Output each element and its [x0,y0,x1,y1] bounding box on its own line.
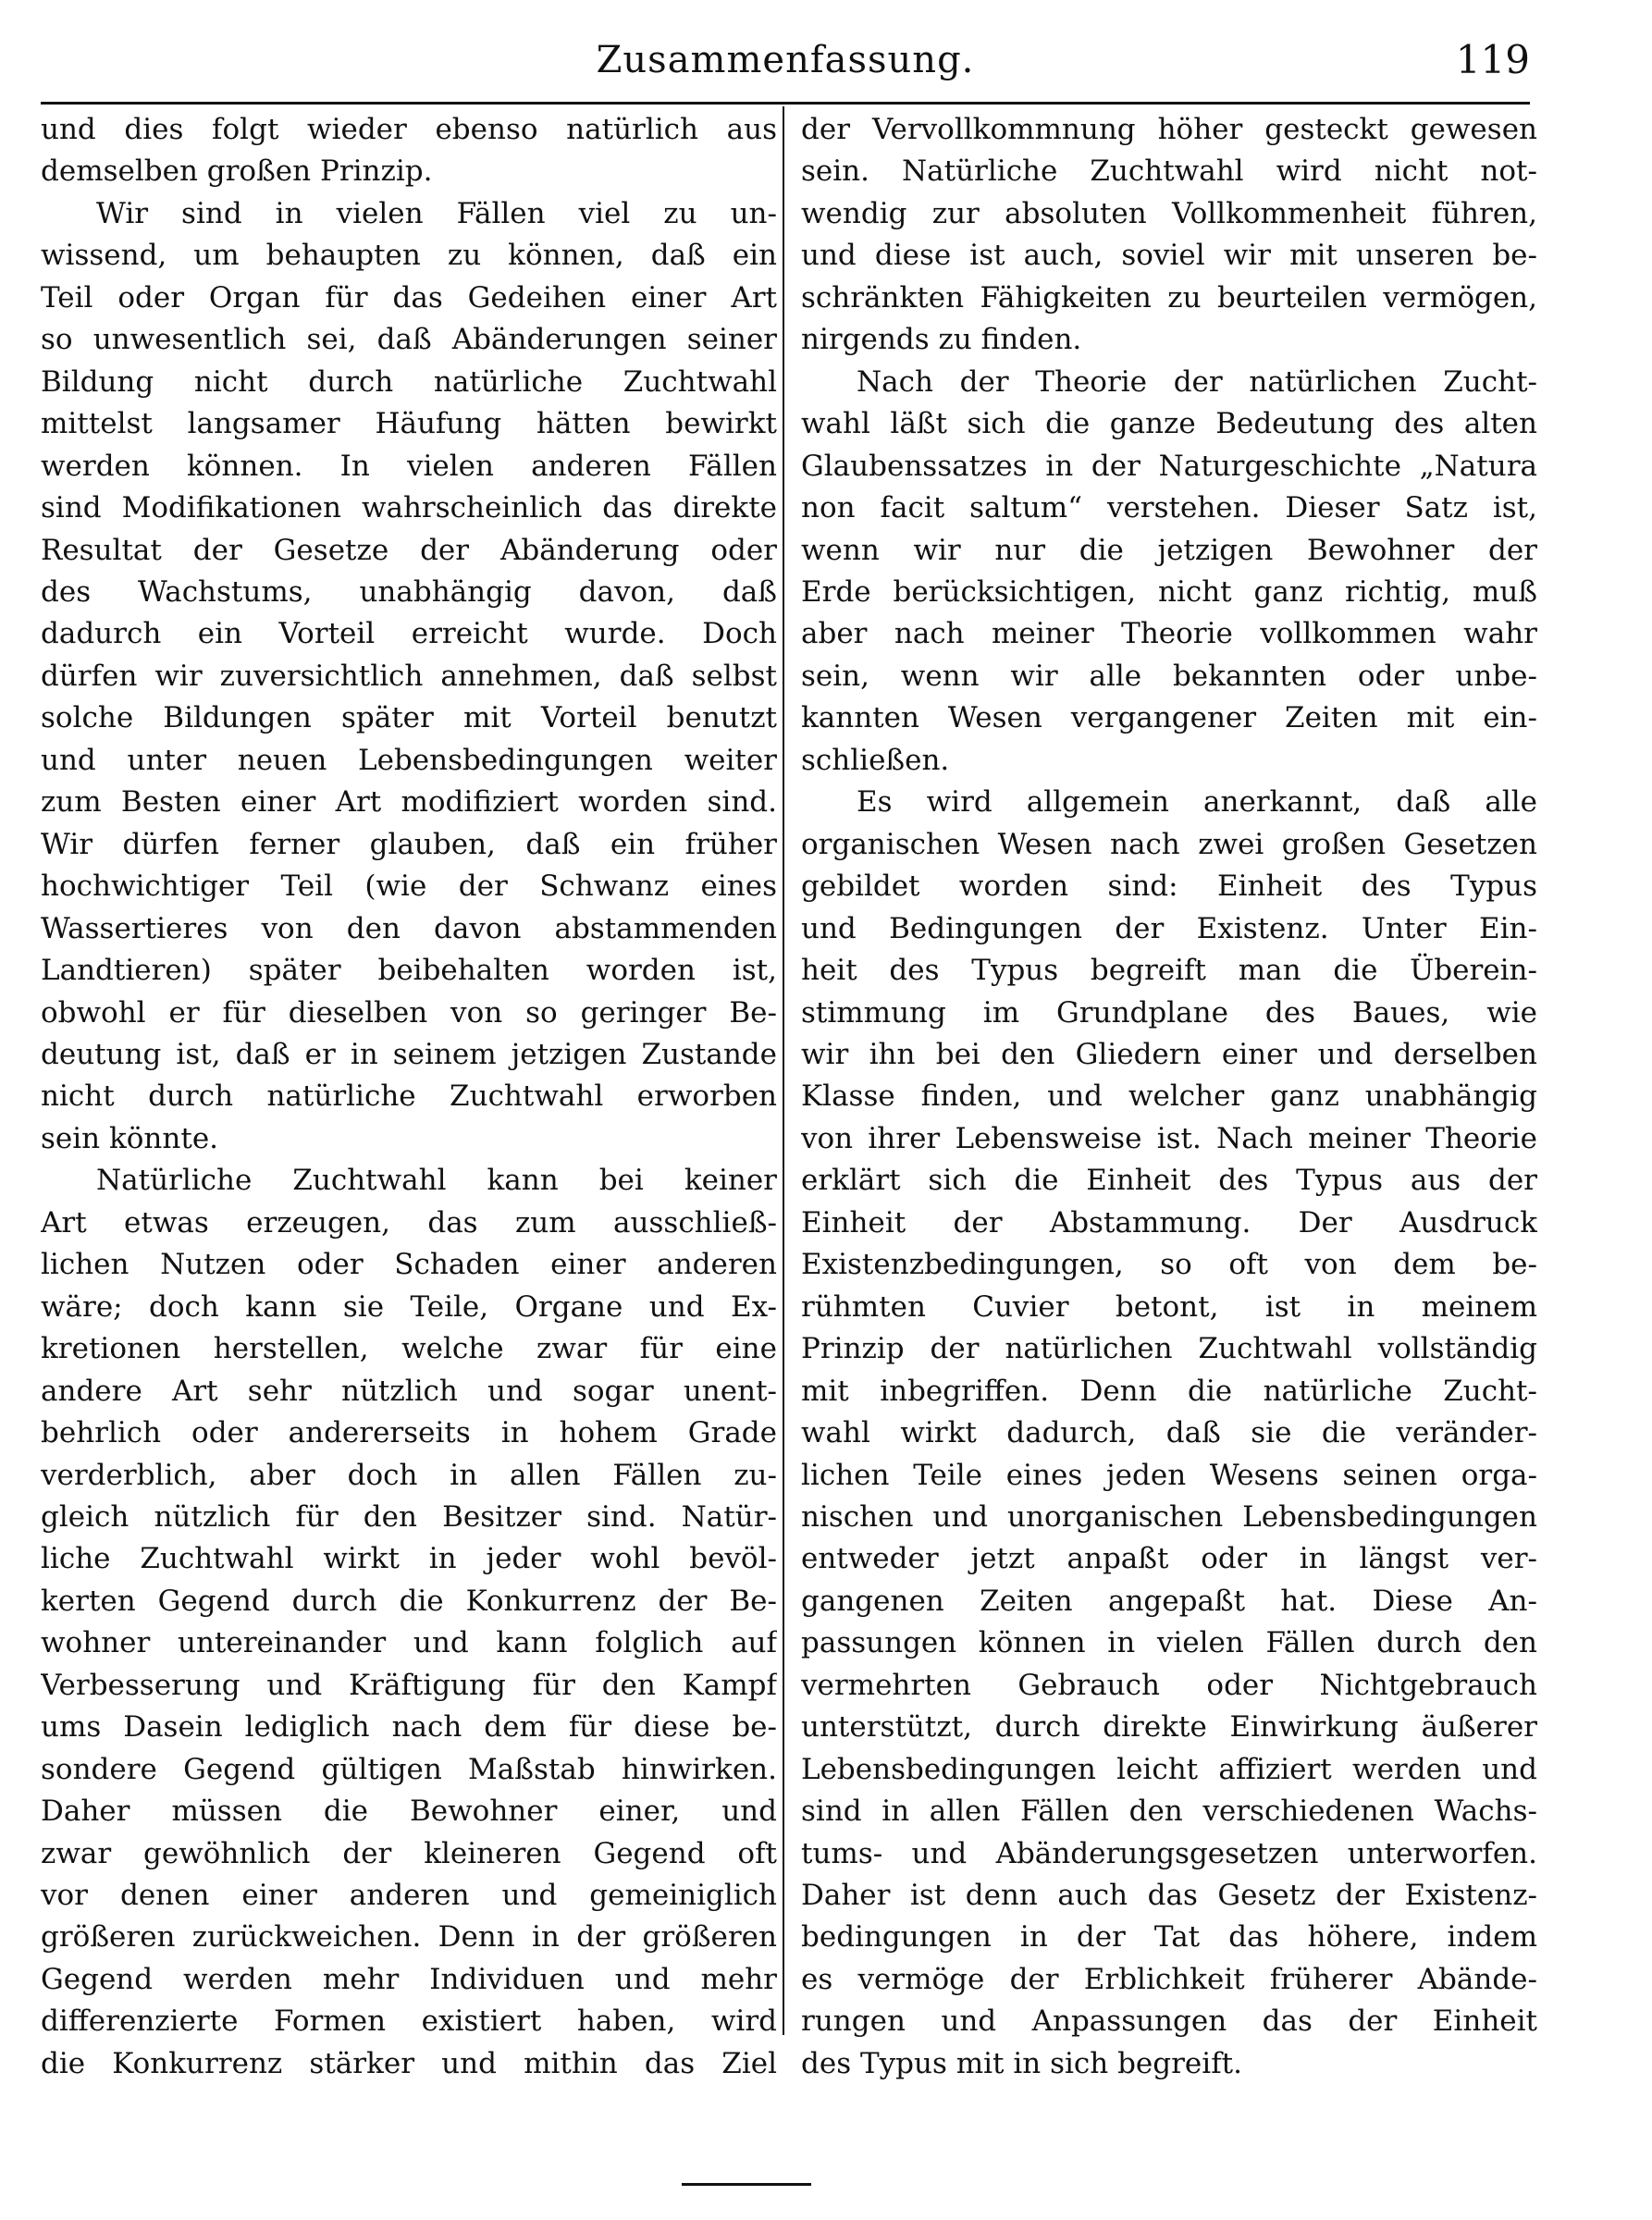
text-line: kerten Gegend durch die Konkurrenz der Be- [41,1584,777,1618]
text-line: Verbesserung und Kräftigung für den Kampf [41,1668,777,1702]
text-line: Existenzbedingungen, so oft von dem be- [801,1248,1537,1282]
text-line: Erde berücksichtigen, nicht ganz richtig, muß [801,574,1537,609]
text-line: demselben großen Prinzip. [41,154,433,189]
text-line: des Typus mit in sich begreift. [801,2046,1242,2080]
text-line: deutung ist, daß er in seinem jetzigen Zustande [41,1037,777,1071]
text-line: stimmung im Grundplane des Baues, wie [801,995,1537,1030]
text-line: organischen Wesen nach zwei großen Gesetzen [801,827,1537,861]
text-line: Glaubenssatzes in der Naturgeschichte „Natura [801,449,1537,483]
text-line: rühmten Cuvier betont, ist in meinem [801,1289,1537,1324]
text-line: und unter neuen Lebensbedingungen weiter [41,743,777,777]
text-line: wäre; doch kann sie Teile, Organe und Ex- [41,1289,777,1324]
text-line: Daher ist denn auch das Gesetz der Existenz- [801,1879,1537,1913]
text-line: sind Modifikationen wahrscheinlich das direkte [41,491,777,525]
text-line: wenn wir nur die jetzigen Bewohner der [801,533,1537,567]
text-line: erklärt sich die Einheit des Typus aus der [801,1164,1537,1198]
header-rule [41,102,1530,105]
text-line: lichen Teile eines jeden Wesens seinen orga- [801,1458,1537,1492]
left-column [41,109,777,2085]
text-line: Daher müssen die Bewohner einer, und [41,1794,777,1829]
text-line: Es wird allgemein anerkannt, daß alle [857,785,1537,820]
text-line: größeren zurückweichen. Denn in der größeren [41,1920,777,1955]
text-line: Teil oder Organ für das Gedeihen einer Art [41,280,777,314]
text-line: Gegend werden mehr Individuen und mehr [41,1962,777,1996]
text-line: Wassertieres von den davon abstammenden [41,911,777,945]
text-line: vermehrten Gebrauch oder Nichtgebrauch [801,1668,1537,1702]
running-title: Zusammenfassung. [596,39,975,81]
text-line: lichen Nutzen oder Schaden einer anderen [41,1248,777,1282]
text-line: sein könnte. [41,1121,219,1155]
text-line: wir ihn bei den Gliedern einer und derselben [801,1037,1537,1071]
text-line: schränkten Fähigkeiten zu beurteilen vermögen, [801,280,1537,314]
text-line: schließen. [801,743,950,777]
text-line: tums- und Abänderungsgesetzen unterworfen. [801,1836,1537,1870]
text-line: wendig zur absoluten Vollkommenheit führen, [801,196,1537,230]
text-line: andere Art sehr nützlich und sogar unent- [41,1374,777,1408]
text-line: passungen können in vielen Fällen durch den [801,1626,1537,1660]
text-line: rungen und Anpassungen das der Einheit [801,2004,1537,2039]
text-line: werden können. In vielen anderen Fällen [41,449,777,483]
text-line: und diese ist auch, soviel wir mit unseren be- [801,239,1537,273]
text-line: sein. Natürliche Zuchtwahl wird nicht not- [801,154,1537,189]
text-line: behrlich oder andererseits in hohem Grade [41,1416,777,1450]
text-line: sondere Gegend gültigen Maßstab hinwirken. [41,1752,777,1786]
text-line: liche Zuchtwahl wirkt in jeder wohl bevöl- [41,1542,777,1576]
text-line: wohner untereinander und kann folglich auf [41,1626,777,1660]
text-line: Art etwas erzeugen, das zum ausschließ- [41,1205,777,1240]
page-number: 119 [1455,37,1530,82]
text-line: aber nach meiner Theorie vollkommen wahr [801,617,1537,651]
text-line: Resultat der Gesetze der Abänderung oder [41,533,777,567]
text-line: gebildet worden sind: Einheit des Typus [801,870,1537,904]
text-line: wahl wirkt dadurch, daß sie die veränder- [801,1416,1537,1450]
text-line: solche Bildungen später mit Vorteil benutzt [41,701,777,735]
page-header [41,28,1530,92]
text-line: der Vervollkommnung höher gesteckt gewesen [801,113,1537,146]
text-line: sein, wenn wir alle bekannten oder unbe- [801,659,1537,693]
text-line: gangenen Zeiten angepaßt hat. Diese An- [801,1584,1537,1618]
text-line: Klasse finden, und welcher ganz unabhängig [801,1079,1537,1114]
text-line: bedingungen in der Tat das höhere, indem [801,1920,1537,1955]
text-line: differenzierte Formen existiert haben, wird [41,2004,777,2039]
text-line: zwar gewöhnlich der kleineren Gegend oft [41,1836,777,1870]
text-line: und Bedingungen der Existenz. Unter Ein- [801,911,1537,945]
text-line: sind in allen Fällen den verschiedenen Wachs- [801,1794,1537,1829]
text-line: kretionen herstellen, welche zwar für eine [41,1332,777,1366]
text-line: vor denen einer anderen und gemeiniglich [41,1879,777,1913]
text-line: gleich nützlich für den Besitzer sind. Natür- [41,1499,777,1534]
text-line: nischen und unorganischen Lebensbedingungen [801,1499,1537,1534]
text-line: Lebensbedingungen leicht affiziert werden und [801,1752,1537,1786]
text-line: nirgends zu finden. [801,323,1082,357]
text-line: dürfen wir zuversichtlich annehmen, daß selbst [41,659,777,693]
text-line: Landtieren) später beibehalten worden ist, [41,954,777,988]
text-line: von ihrer Lebensweise ist. Nach meiner Theorie [801,1121,1537,1155]
text-line: Natürliche Zuchtwahl kann bei keiner [96,1164,777,1198]
text-line: ums Dasein lediglich nach dem für diese be- [41,1710,777,1745]
text-line: die Konkurrenz stärker und mithin das Ziel [41,2046,777,2080]
text-line: hochwichtiger Teil (wie der Schwanz eines [41,870,777,904]
text-line: des Wachstums, unabhängig davon, daß [41,574,777,609]
text-line: mittelst langsamer Häufung hätten bewirkt [41,407,777,441]
text-line: Einheit der Abstammung. Der Ausdruck [801,1205,1537,1240]
text-line: mit inbegriffen. Denn die natürliche Zucht- [801,1374,1537,1408]
text-line: obwohl er für dieselben von so geringer Be- [41,995,777,1030]
column-divider [783,106,784,2035]
text-line: nicht durch natürliche Zuchtwahl erworben [41,1079,777,1114]
text-line: wahl läßt sich die ganze Bedeutung des alten [801,407,1537,441]
text-line: wissend, um behaupten zu können, daß ein [41,239,777,273]
text-line: Nach der Theorie der natürlichen Zucht- [857,364,1537,399]
text-line: dadurch ein Vorteil erreicht wurde. Doch [41,617,777,651]
text-line: Wir sind in vielen Fällen viel zu un- [96,196,777,230]
text-line: kannten Wesen vergangener Zeiten mit ein- [801,701,1537,735]
right-column [801,109,1537,2085]
text-line: zum Besten einer Art modifiziert worden sind. [41,785,777,820]
text-line: unterstützt, durch direkte Einwirkung äußerer [801,1710,1537,1745]
text-line: Prinzip der natürlichen Zuchtwahl vollständig [801,1332,1537,1366]
text-line: Bildung nicht durch natürliche Zuchtwahl [41,364,777,399]
text-line: heit des Typus begreift man die Überein- [801,954,1537,988]
text-line: es vermöge der Erblichkeit früherer Abände- [801,1962,1537,1996]
text-line: Wir dürfen ferner glauben, daß ein früher [41,827,777,861]
text-line: und dies folgt wieder ebenso natürlich aus [41,113,777,146]
text-line: so unwesentlich sei, daß Abänderungen seiner [41,323,777,357]
text-line: entweder jetzt anpaßt oder in längst ver- [801,1542,1537,1576]
text-line: verderblich, aber doch in allen Fällen zu- [41,1458,777,1492]
text-line: non facit saltum“ verstehen. Dieser Satz ist, [801,491,1537,525]
footer-rule [682,2183,811,2186]
